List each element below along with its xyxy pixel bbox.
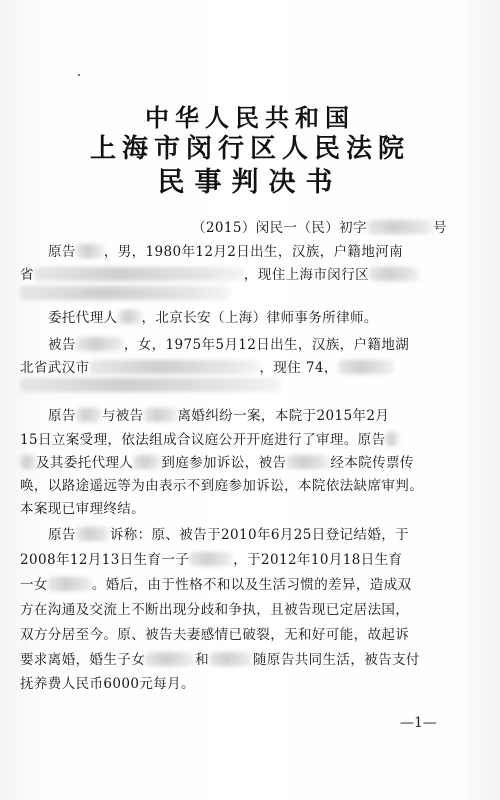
redacted-text — [369, 267, 419, 281]
text-run: ，于2012年10月18日生育 — [233, 552, 403, 568]
page-number: —1— — [400, 715, 437, 731]
text-run: 省 — [20, 267, 34, 283]
text-run: 唤，以路途遥远等为由表示不到庭参加诉讼，本院依法缺席审判。 — [20, 478, 424, 494]
text-run: 被告 — [48, 337, 76, 353]
text-run: ，男，1980年12月2日出生，汉族，户籍地河南 — [103, 244, 404, 260]
text-run: 离婚纠纷一案，本院于2015年2月 — [177, 408, 390, 424]
paragraph-line — [20, 548, 402, 568]
redacted-text — [189, 552, 233, 566]
redacted-text — [20, 286, 230, 300]
text-run: 及其委托代理人 — [36, 455, 134, 471]
redacted-text — [286, 455, 330, 469]
redacted-text — [76, 244, 104, 258]
text-run: ，女，1975年5月12日出生，汉族，户籍地湖 — [123, 337, 410, 353]
paragraph-line — [48, 306, 378, 326]
paragraph-line — [20, 286, 230, 302]
text-run: 和 — [195, 652, 210, 668]
redacted-text — [76, 527, 110, 541]
header-doc-type: 民事判决书 — [157, 167, 343, 198]
paragraph-line — [48, 240, 403, 260]
redacted-text — [144, 408, 178, 422]
redacted-text — [34, 267, 244, 281]
paragraph-line — [20, 378, 282, 394]
paragraph-line — [20, 672, 195, 692]
text-run: 随原告共同生活，被告支付 — [253, 652, 420, 668]
redacted-text — [76, 337, 124, 351]
paragraph-line — [48, 404, 389, 424]
case-number-line — [192, 216, 447, 236]
text-run: 本案现已审理终结。 — [20, 501, 146, 517]
text-run: ，现住上海市闵行区 — [243, 267, 370, 283]
redacted-text — [76, 408, 102, 422]
text-run: 委托代理人 — [48, 310, 118, 326]
case-number-suffix: 号 — [432, 220, 447, 236]
case-number: （2015）闵民一（民）初字 — [192, 220, 367, 236]
paragraph-line — [20, 623, 409, 643]
text-run: 要求离婚，婚生子女 — [20, 652, 146, 668]
text-run: 与被告 — [101, 408, 144, 424]
redacted-text — [20, 455, 36, 469]
redacted-text — [385, 432, 399, 446]
paragraph-line — [20, 573, 412, 593]
header-court: 上海市闵行区人民法院 — [89, 134, 410, 164]
text-run: 经本院传票传 — [330, 455, 414, 471]
text-run: ，现住 74， — [259, 360, 338, 376]
paragraph-line — [20, 648, 420, 668]
paragraph-line — [20, 451, 414, 471]
text-run: 原告 — [48, 408, 76, 424]
header-country: 中华人民共和国 — [145, 103, 355, 132]
text-run: 方在沟通及交流上不断出现分歧和争执，且被告现已定居法国， — [20, 602, 410, 618]
paragraph-line — [20, 428, 399, 448]
redacted-text — [48, 577, 92, 591]
paragraph-line — [48, 333, 409, 353]
text-run: 。婚后，由于性格不和以及生活习惯的差异，造成双 — [91, 577, 412, 593]
text-run: 诉称：原、被告于2010年6月25日登记结婚，于 — [109, 527, 410, 543]
paragraph-line — [48, 523, 409, 543]
redacted-text — [145, 652, 195, 666]
text-run: 原告 — [48, 244, 76, 260]
paragraph-line — [20, 497, 145, 517]
text-run: 15日立案受理，依法组成合议庭公开开庭进行了审理。原告 — [20, 432, 386, 448]
text-run: 双方分居至今。原、被告夫妻感情已破裂，无和好可能，故起诉 — [20, 627, 410, 643]
redacted-text — [90, 360, 260, 374]
text-run: 2008年12月13日生育一子 — [20, 552, 190, 568]
redacted-text — [209, 652, 253, 666]
text-run: ，北京长安（上海）律师事务所律师。 — [141, 310, 378, 326]
paragraph-line — [20, 263, 419, 283]
paragraph-line — [20, 474, 423, 494]
text-run: 原告 — [48, 527, 76, 543]
redacted-text — [338, 360, 394, 374]
text-run: 到庭参加诉讼，被告 — [161, 455, 287, 471]
text-run: 北省武汉市 — [20, 360, 90, 376]
speck-mark — [78, 74, 80, 76]
redacted-text — [367, 220, 433, 234]
redacted-text — [118, 310, 142, 324]
paragraph-line — [20, 598, 409, 618]
redacted-text — [133, 455, 161, 469]
paragraph-line — [20, 356, 394, 376]
text-run: 一女 — [20, 577, 48, 593]
redacted-text — [20, 378, 282, 392]
text-run: 抚养费人民币6000元每月。 — [20, 676, 195, 692]
